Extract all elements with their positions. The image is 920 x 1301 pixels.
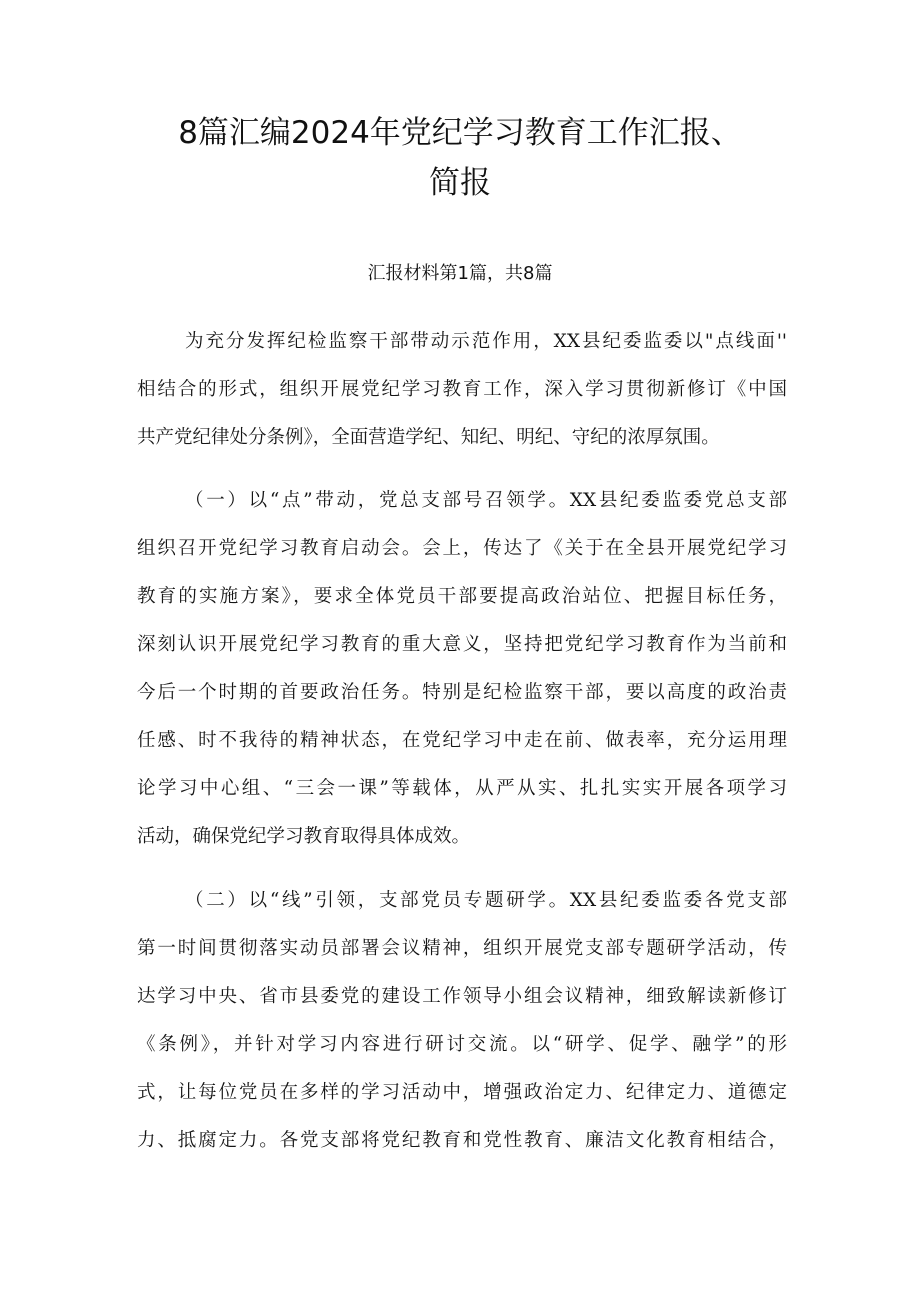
paragraph-line: （二）以“线”引领，支部党员专题研学。XX县纪委监委各党支部 — [185, 890, 787, 911]
paragraph-line: 活动，确保党纪学习教育取得具体成效。 — [137, 826, 471, 847]
paragraph-line: 组织召开党纪学习教育启动会。会上，传达了《关于在全县开展党纪学习 — [137, 538, 787, 559]
paragraph-line: 共产党纪律处分条例》，全面营造学纪、知纪、明纪、守纪的浓厚氛围。 — [137, 427, 720, 448]
paragraph-line: 深刻认识开展党纪学习教育的重大意义，坚持把党纪学习教育作为当前和 — [137, 634, 787, 655]
paragraph-line: 为充分发挥纪检监察干部带动示范作用，XX县纪委监委以"点线面'' — [185, 331, 787, 352]
paragraph-line: 今后一个时期的首要政治任务。特别是纪检监察干部，要以高度的政治责 — [137, 682, 787, 703]
paragraph-line: 《条例》，并针对学习内容进行研讨交流。以“研学、促学、融学”的形 — [137, 1034, 787, 1055]
paragraph-section-2 — [137, 877, 787, 1165]
paragraph-line: （一）以“点”带动，党总支部号召领学。XX县纪委监委党总支部 — [185, 490, 787, 511]
paragraph-line: 论学习中心组、“三会一课”等载体，从严从实、扎扎实实开展各项学习 — [137, 778, 787, 799]
document-title-line-2: 简报 — [429, 165, 491, 201]
document-subtitle: 汇报材料第1篇，共8篇 — [367, 263, 553, 284]
paragraph-line: 式，让每位党员在多样的学习活动中，增强政治定力、纪律定力、道德定 — [137, 1082, 787, 1103]
paragraph-line: 任感、时不我待的精神状态，在党纪学习中走在前、做表率，充分运用理 — [137, 730, 787, 751]
paragraph-line: 相结合的形式，组织开展党纪学习教育工作，深入学习贯彻新修订《中国 — [137, 379, 787, 400]
paragraph-line: 力、抵腐定力。各党支部将党纪教育和党性教育、廉洁文化教育相结合， — [137, 1130, 787, 1151]
paragraph-intro — [137, 318, 787, 462]
paragraph-line: 教育的实施方案》，要求全体党员干部要提高政治站位、把握目标任务， — [137, 586, 787, 607]
paragraph-line: 第一时间贯彻落实动员部署会议精神，组织开展党支部专题研学活动，传 — [137, 938, 787, 959]
paragraph-section-1 — [137, 477, 787, 861]
paragraph-line: 达学习中央、省市县委党的建设工作领导小组会议精神，细致解读新修订 — [137, 986, 787, 1007]
document-title-line-1: 8篇汇编2024年党纪学习教育工作汇报、 — [178, 115, 742, 151]
